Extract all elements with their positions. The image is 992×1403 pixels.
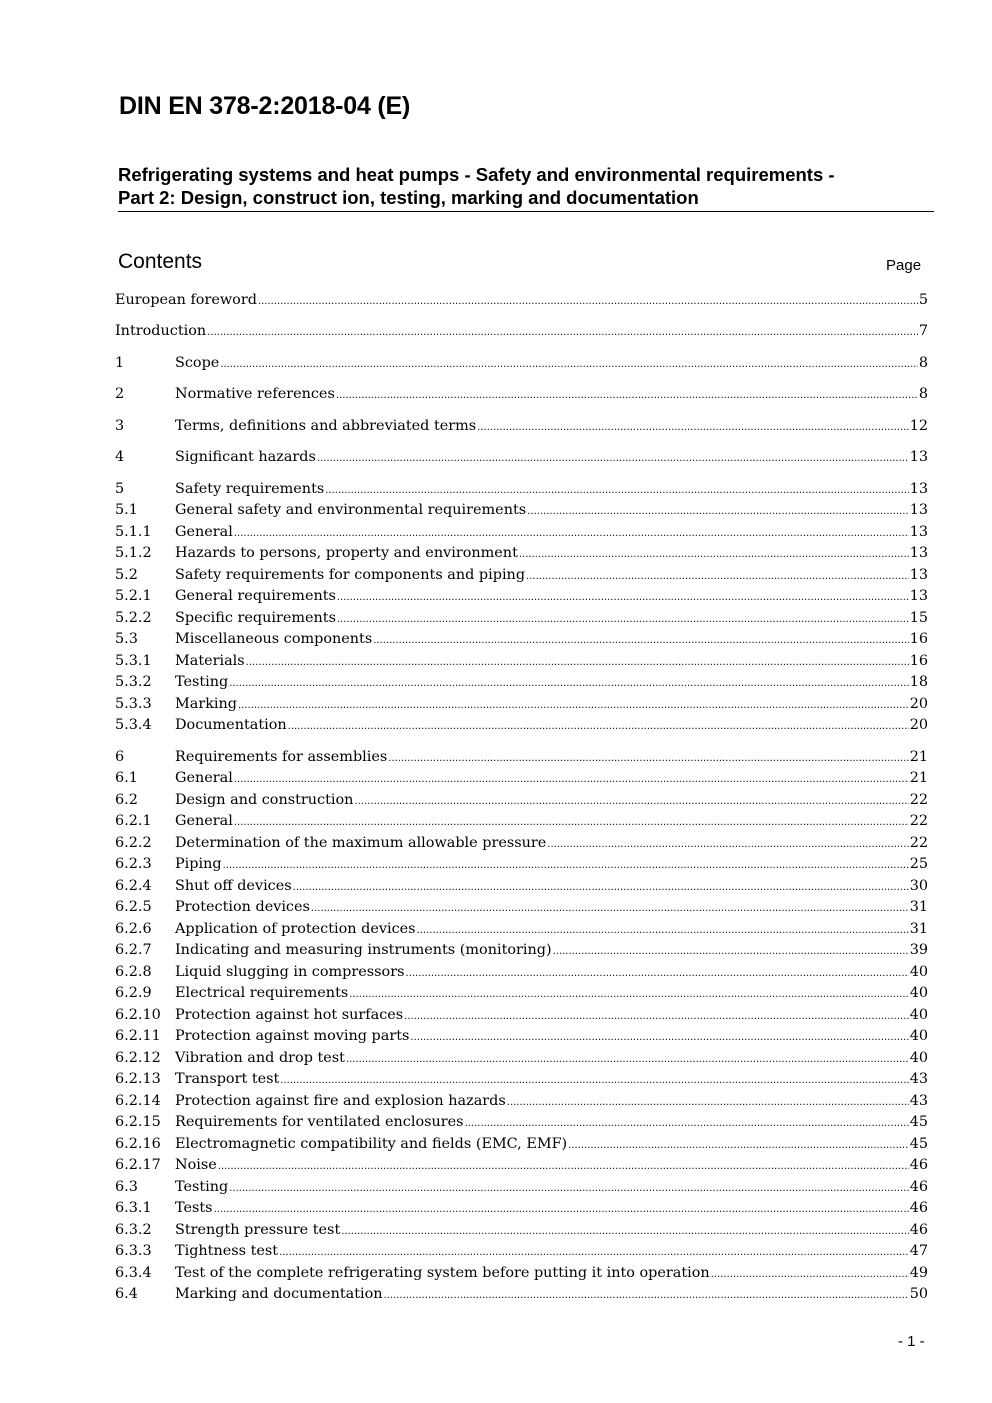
toc-dot-leader	[547, 833, 908, 855]
toc-entry[interactable]	[115, 897, 928, 918]
toc-entry-number: 3	[115, 418, 125, 434]
toc-entry-page: 21	[909, 770, 928, 786]
toc-dot-leader	[234, 768, 909, 790]
toc-entry-page: 31	[909, 899, 928, 915]
toc-entry-page: 15	[909, 610, 928, 626]
toc-entry-title: Determination of the maximum allowable pressure	[175, 835, 547, 851]
toc-entry[interactable]	[115, 1005, 928, 1026]
toc-entry-page: 40	[909, 1028, 928, 1044]
toc-entry-number: 6.2.16	[115, 1136, 161, 1152]
toc-entry[interactable]	[115, 747, 928, 768]
toc-entry-page: 39	[909, 942, 928, 958]
toc-entry-page: 5	[918, 292, 928, 308]
toc-entry-number: 6.2.5	[115, 899, 152, 915]
toc-entry-number: 2	[115, 386, 125, 402]
toc-entry[interactable]	[115, 447, 928, 468]
toc-entry-title: Shut off devices	[175, 878, 292, 894]
toc-entry-page: 16	[909, 631, 928, 647]
toc-entry-number: 5.2.2	[115, 610, 152, 626]
toc-entry-number: 6.2	[115, 792, 138, 808]
toc-dot-leader	[293, 876, 909, 898]
toc-entry-title: Electrical requirements	[175, 985, 349, 1001]
toc-dot-leader	[337, 586, 909, 608]
toc-entry-title: Miscellaneous components	[175, 631, 373, 647]
toc-entry-page: 40	[909, 1007, 928, 1023]
toc-entry-title: Materials	[175, 653, 245, 669]
toc-dot-leader	[207, 321, 918, 343]
toc-entry-title: Application of protection devices	[175, 921, 416, 937]
toc-entry-number: 6.1	[115, 770, 138, 786]
toc-dot-leader	[711, 1263, 909, 1285]
toc-entry-number: 5.3	[115, 631, 138, 647]
toc-dot-leader	[234, 811, 909, 833]
toc-entry-title: Indicating and measuring instruments (monitoring)	[175, 942, 552, 958]
toc-entry-number: 6.2.11	[115, 1028, 161, 1044]
footer-page-number: - 1 -	[898, 1333, 925, 1350]
toc-entry[interactable]	[115, 629, 928, 650]
toc-entry-title: Marking and documentation	[175, 1286, 383, 1302]
toc-entry-number: 5.2.1	[115, 588, 152, 604]
toc-entry-title: Protection against moving parts	[175, 1028, 410, 1044]
toc-entry-page: 22	[909, 813, 928, 829]
toc-entry-number: 6.3.2	[115, 1222, 152, 1238]
toc-entry-page: 13	[909, 481, 928, 497]
toc-dot-leader	[507, 1091, 909, 1113]
toc-entry-page: 21	[909, 749, 928, 765]
toc-entry[interactable]	[115, 1134, 928, 1155]
contents-heading: Contents	[118, 250, 203, 273]
toc-entry-page: 12	[909, 418, 928, 434]
toc-entry-number: 5.3.1	[115, 653, 152, 669]
toc-entry-title: Safety requirements	[175, 481, 325, 497]
toc-dot-leader	[223, 854, 909, 876]
toc-dot-leader	[410, 1026, 908, 1048]
toc-entry[interactable]	[115, 1241, 928, 1262]
toc-entry-number: 5.1.1	[115, 524, 152, 540]
toc-entry-number: 6.2.15	[115, 1114, 161, 1130]
toc-entry-page: 40	[909, 985, 928, 1001]
toc-entry-title: Testing	[175, 1179, 229, 1195]
document-title	[118, 163, 934, 212]
toc-entry-page: 7	[918, 323, 928, 339]
toc-entry-number: 6.2.3	[115, 856, 152, 872]
toc-entry-title: Requirements for assemblies	[175, 749, 388, 765]
toc-entry-number: 5.3.3	[115, 696, 152, 712]
toc-entry-title: Protection devices	[175, 899, 310, 915]
toc-entry-title: Electromagnetic compatibility and fields (EMC, EMF)	[175, 1136, 568, 1152]
toc-entry[interactable]	[115, 321, 928, 342]
toc-dot-leader	[477, 416, 909, 438]
toc-entry[interactable]	[115, 1263, 928, 1284]
document-id: DIN EN 378-2:2018-04 (E)	[119, 92, 411, 120]
toc-entry-number: 5.3.2	[115, 674, 152, 690]
toc-entry-page: 22	[909, 792, 928, 808]
toc-entry[interactable]	[115, 608, 928, 629]
toc-entry-number: 6.2.10	[115, 1007, 161, 1023]
toc-entry-page: 13	[909, 449, 928, 465]
toc-entry-title: Specific requirements	[175, 610, 336, 626]
toc-entry[interactable]	[115, 854, 928, 875]
toc-dot-leader	[404, 1005, 909, 1027]
toc-entry-title: Transport test	[175, 1071, 280, 1087]
toc-entry[interactable]	[115, 983, 928, 1004]
toc-entry-number: 1	[115, 355, 125, 371]
toc-entry-title: Normative references	[175, 386, 335, 402]
toc-dot-leader	[417, 919, 909, 941]
toc-entry-title: Tests	[175, 1200, 213, 1216]
toc-dot-leader	[465, 1112, 909, 1134]
toc-dot-leader	[288, 715, 909, 737]
toc-entry[interactable]	[115, 1177, 928, 1198]
toc-entry-number: 6.3.1	[115, 1200, 152, 1216]
toc-entry-title: Tightness test	[175, 1243, 279, 1259]
toc-dot-leader	[238, 694, 909, 716]
toc-entry-page: 45	[909, 1136, 928, 1152]
toc-entry[interactable]	[115, 384, 928, 405]
toc-entry[interactable]	[115, 290, 928, 311]
toc-entry[interactable]	[115, 833, 928, 854]
toc-entry-title: Significant hazards	[175, 449, 316, 465]
toc-entry[interactable]	[115, 672, 928, 693]
title-line-2: Part 2: Design, construct ion, testing, marking and documentation	[118, 187, 699, 208]
toc-dot-leader	[218, 1155, 909, 1177]
toc-entry-title: Introduction	[115, 323, 207, 339]
toc-entry-page: 46	[909, 1222, 928, 1238]
toc-entry-number: 6.2.17	[115, 1157, 161, 1173]
toc-entry-page: 8	[918, 386, 928, 402]
toc-entry-number: 4	[115, 449, 125, 465]
toc-entry[interactable]	[115, 1069, 928, 1090]
toc-entry-title: Terms, definitions and abbreviated terms	[175, 418, 477, 434]
toc-entry-number: 6	[115, 749, 125, 765]
toc-entry-title: Design and construction	[175, 792, 354, 808]
toc-entry-number: 6.2.7	[115, 942, 152, 958]
toc-entry-number: 5.3.4	[115, 717, 152, 733]
toc-entry[interactable]	[115, 811, 928, 832]
toc-entry-title: Marking	[175, 696, 237, 712]
toc-entry-page: 18	[909, 674, 928, 690]
toc-entry-page: 50	[909, 1286, 928, 1302]
toc-dot-leader	[280, 1069, 908, 1091]
toc-entry-title: Test of the complete refrigerating system before putting it into operation	[175, 1265, 710, 1281]
toc-entry-number: 6.2.6	[115, 921, 152, 937]
toc-entry-number: 5.1.2	[115, 545, 152, 561]
toc-entry[interactable]	[115, 1112, 928, 1133]
toc-entry-title: Documentation	[175, 717, 287, 733]
toc-dot-leader	[519, 543, 909, 565]
toc-dot-leader	[341, 1220, 908, 1242]
toc-entry-page: 46	[909, 1200, 928, 1216]
toc-entry-number: 6.2.9	[115, 985, 152, 1001]
toc-entry-title: Safety requirements for components and piping	[175, 567, 526, 583]
toc-entry-page: 30	[909, 878, 928, 894]
toc-dot-leader	[325, 479, 908, 501]
toc-entry[interactable]	[115, 940, 928, 961]
toc-entry[interactable]	[115, 479, 928, 500]
toc-entry[interactable]	[115, 790, 928, 811]
toc-dot-leader	[336, 384, 918, 406]
toc-dot-leader	[373, 629, 908, 651]
toc-entry-page: 45	[909, 1114, 928, 1130]
toc-entry-number: 6.3	[115, 1179, 138, 1195]
toc-entry-number: 5.2	[115, 567, 138, 583]
toc-entry-title: Hazards to persons, property and environment	[175, 545, 518, 561]
toc-entry-title: General	[175, 524, 233, 540]
toc-entry[interactable]	[115, 416, 928, 437]
toc-dot-leader	[384, 1284, 909, 1306]
toc-entry[interactable]	[115, 1284, 928, 1305]
toc-dot-leader	[526, 565, 909, 587]
toc-entry-page: 22	[909, 835, 928, 851]
toc-dot-leader	[234, 522, 909, 544]
toc-dot-leader	[405, 962, 908, 984]
toc-entry-title: General	[175, 813, 233, 829]
toc-entry-page: 31	[909, 921, 928, 937]
toc-dot-leader	[258, 290, 918, 312]
title-line-1: Refrigerating systems and heat pumps - Safety and environmental requirements -	[118, 164, 835, 185]
toc-entry-title: Strength pressure test	[175, 1222, 341, 1238]
toc-entry[interactable]	[115, 1048, 928, 1069]
toc-entry-title: Scope	[175, 355, 220, 371]
toc-entry-page: 40	[909, 964, 928, 980]
toc-entry-page: 20	[909, 717, 928, 733]
toc-entry-title: General safety and environmental requirements	[175, 502, 527, 518]
toc-entry[interactable]	[115, 962, 928, 983]
toc-dot-leader	[229, 1177, 908, 1199]
toc-entry-page: 49	[909, 1265, 928, 1281]
toc-entry-number: 6.2.12	[115, 1050, 161, 1066]
toc-entry-title: Liquid slugging in compressors	[175, 964, 405, 980]
toc-entry-title: Requirements for ventilated enclosures	[175, 1114, 464, 1130]
toc-entry-number: 6.2.2	[115, 835, 152, 851]
toc-entry-number: 6.2.13	[115, 1071, 161, 1087]
toc-entry[interactable]	[115, 586, 928, 607]
toc-entry-page: 13	[909, 524, 928, 540]
toc-entry-page: 47	[909, 1243, 928, 1259]
toc-entry-number: 6.3.3	[115, 1243, 152, 1259]
toc-entry[interactable]	[115, 919, 928, 940]
toc-entry-page: 13	[909, 588, 928, 604]
toc-dot-leader	[553, 940, 909, 962]
toc-entry-page: 43	[909, 1093, 928, 1109]
toc-entry-title: Testing	[175, 674, 229, 690]
toc-entry-page: 25	[909, 856, 928, 872]
toc-entry[interactable]	[115, 1155, 928, 1176]
toc-entry-title: General requirements	[175, 588, 336, 604]
toc-entry[interactable]	[115, 694, 928, 715]
toc-entry-page: 40	[909, 1050, 928, 1066]
toc-dot-leader	[246, 651, 909, 673]
toc-entry-title: Piping	[175, 856, 222, 872]
toc-entry-page: 13	[909, 502, 928, 518]
toc-dot-leader	[317, 447, 909, 469]
toc-entry-page: 20	[909, 696, 928, 712]
toc-entry-title: Vibration and drop test	[175, 1050, 345, 1066]
toc-dot-leader	[229, 672, 908, 694]
toc-entry-page: 13	[909, 567, 928, 583]
toc-entry-page: 43	[909, 1071, 928, 1087]
toc-entry-number: 6.3.4	[115, 1265, 152, 1281]
toc-dot-leader	[311, 897, 909, 919]
toc-entry[interactable]	[115, 768, 928, 789]
toc-dot-leader	[354, 790, 908, 812]
toc-entry[interactable]	[115, 353, 928, 374]
toc-entry[interactable]	[115, 715, 928, 736]
toc-entry[interactable]	[115, 543, 928, 564]
toc-entry-page: 8	[918, 355, 928, 371]
toc-entry[interactable]	[115, 1091, 928, 1112]
toc-entry-number: 6.4	[115, 1286, 138, 1302]
toc-entry[interactable]	[115, 1198, 928, 1219]
toc-entry-number: 6.2.1	[115, 813, 152, 829]
toc-entry-title: General	[175, 770, 233, 786]
toc-entry[interactable]	[115, 500, 928, 521]
toc-entry[interactable]	[115, 1220, 928, 1241]
toc-dot-leader	[568, 1134, 909, 1156]
toc-dot-leader	[337, 608, 909, 630]
toc-entry-title: European foreword	[115, 292, 257, 308]
toc-entry-title: Noise	[175, 1157, 217, 1173]
toc-entry-number: 5.1	[115, 502, 138, 518]
toc-entry[interactable]	[115, 651, 928, 672]
page-column-heading: Page	[886, 257, 922, 274]
toc-dot-leader	[220, 353, 918, 375]
toc-entry-page: 46	[909, 1157, 928, 1173]
toc-dot-leader	[279, 1241, 909, 1263]
toc-dot-leader	[349, 983, 908, 1005]
toc-entry[interactable]	[115, 1026, 928, 1047]
toc-entry-title: Protection against fire and explosion hazards	[175, 1093, 506, 1109]
toc-entry-page: 46	[909, 1179, 928, 1195]
toc-entry-page: 16	[909, 653, 928, 669]
toc-entry[interactable]	[115, 522, 928, 543]
toc-entry-page: 13	[909, 545, 928, 561]
toc-dot-leader	[388, 747, 908, 769]
toc-entry[interactable]	[115, 876, 928, 897]
toc-entry-title: Protection against hot surfaces	[175, 1007, 404, 1023]
toc-dot-leader	[346, 1048, 909, 1070]
toc-entry-number: 5	[115, 481, 125, 497]
toc-entry-number: 6.2.4	[115, 878, 152, 894]
toc-dot-leader	[527, 500, 909, 522]
toc-dot-leader	[214, 1198, 909, 1220]
toc-entry-number: 6.2.8	[115, 964, 152, 980]
toc-entry[interactable]	[115, 565, 928, 586]
toc-entry-number: 6.2.14	[115, 1093, 161, 1109]
